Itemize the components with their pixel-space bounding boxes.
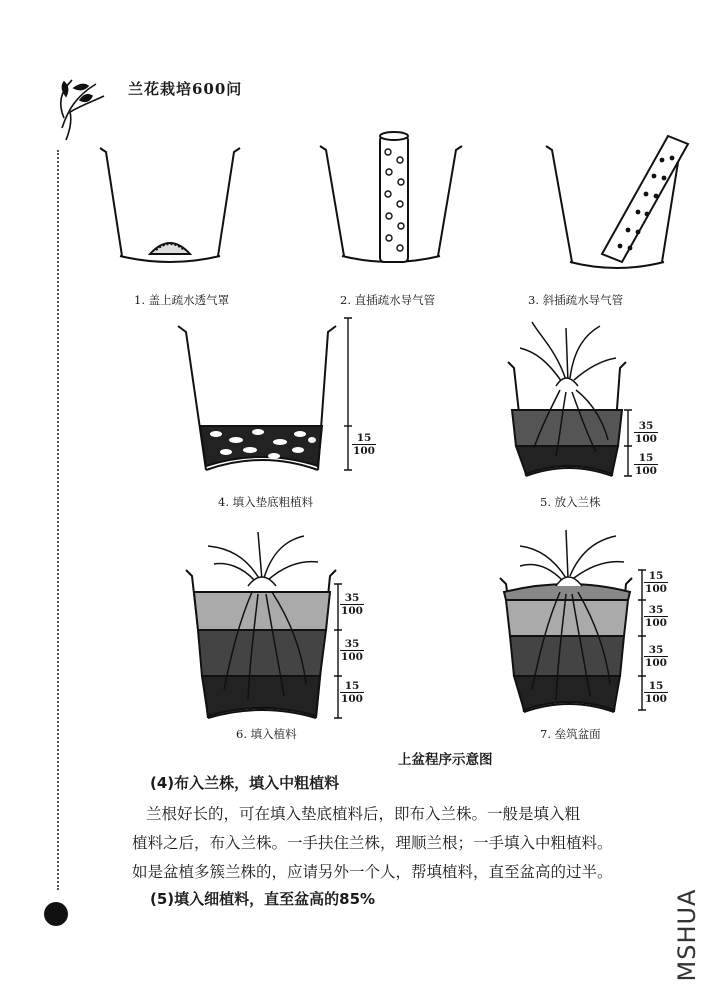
fraction-label: $\frac{15}{100}$ <box>635 452 657 477</box>
pot-figure-2 <box>320 132 462 262</box>
caption-step-6: 6. 填入植料 <box>236 727 297 741</box>
fraction-label: $\frac{35}{100}$ <box>645 604 667 629</box>
pot-figure-1 <box>100 148 240 262</box>
caption-step-2: 2. 直插疏水导气管 <box>340 293 436 307</box>
book-title: 兰花栽培600问 <box>128 80 243 98</box>
fraction-label: $\frac{15}{100}$ <box>341 680 363 705</box>
pot-figure-6 <box>186 532 342 718</box>
caption-step-7: 7. 垒筑盆面 <box>540 727 601 741</box>
paragraph-line: 兰根好长的，可在填入垫底植料后，即布入兰株。一般是填入粗 <box>146 805 581 823</box>
fraction-label: $\frac{15}{100}$ <box>645 680 667 705</box>
caption-step-1: 1. 盖上疏水透气罩 <box>134 293 230 307</box>
fraction-label: $\frac{35}{100}$ <box>341 592 363 617</box>
pot-figure-5 <box>508 322 632 476</box>
body-paragraph <box>132 800 682 887</box>
step-5-heading: (5)填入细植料，直至盆高的85% <box>150 890 376 908</box>
pot-figure-4 <box>178 318 352 470</box>
fraction-label: $\frac{35}{100}$ <box>341 638 363 663</box>
caption-step-4: 4. 填入垫底粗植料 <box>218 495 314 509</box>
pot-figure-3 <box>546 136 688 268</box>
fraction-label: $\frac{35}{100}$ <box>635 420 657 445</box>
caption-step-3: 3. 斜插疏水导气管 <box>528 293 624 307</box>
fraction-label: $\frac{15}{100}$ <box>645 570 667 595</box>
fraction-label: $\frac{35}{100}$ <box>645 644 667 669</box>
fraction-label: $\frac{15}{100}$ <box>353 432 375 457</box>
page-marker-dot <box>44 902 68 926</box>
paragraph-line: 植料之后，布入兰株。一手扶住兰株，理顺兰根；一手填入中粗植料。 <box>132 834 613 852</box>
watermark: MSHUA <box>673 888 701 982</box>
orchid-logo-icon <box>61 80 104 140</box>
diagram-title: 上盆程序示意图 <box>398 752 493 768</box>
paragraph-line: 如是盆植多簇兰株的，应请另外一个人，帮填植料，直至盆高的过半。 <box>132 863 613 881</box>
margin-dotted-rule <box>57 150 59 890</box>
caption-step-5: 5. 放入兰株 <box>540 495 601 509</box>
pot-figure-7 <box>500 530 646 712</box>
step-4-heading: (4)布入兰株，填入中粗植料 <box>150 774 340 792</box>
